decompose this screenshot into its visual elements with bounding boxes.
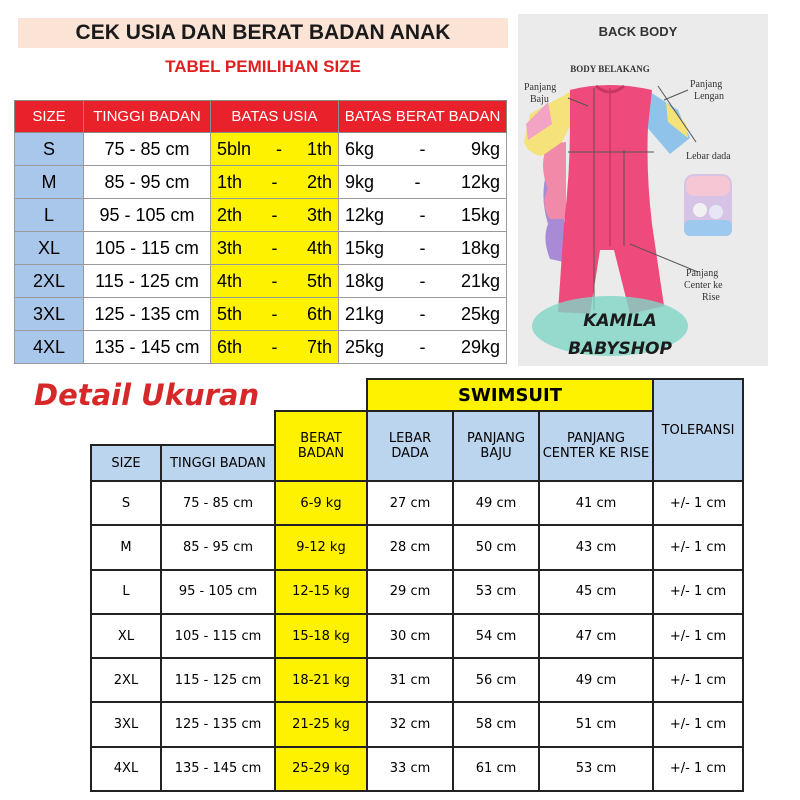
col-header-weight: BATAS BERAT BADAN — [339, 101, 507, 133]
col-header-length — [453, 411, 539, 481]
age-cell — [211, 265, 339, 298]
detail-table-row — [91, 614, 743, 658]
detail-rise-cell: 45 cm — [539, 570, 653, 614]
detail-length-cell: 58 cm — [453, 702, 539, 746]
weight-to: 9kg — [470, 138, 500, 159]
age-from: 3th — [217, 237, 243, 258]
swimsuit-illustration — [518, 14, 768, 366]
height-cell: 135 - 145 cm — [84, 331, 211, 364]
detail-rise-cell: 41 cm — [539, 481, 653, 525]
size-cell: S — [15, 133, 84, 166]
detail-height-cell: 115 - 125 cm — [161, 658, 275, 702]
weight-from: 6kg — [345, 138, 375, 159]
detail-chest-cell: 28 cm — [367, 525, 453, 569]
detail-table-row — [91, 525, 743, 569]
detail-chest-cell: 30 cm — [367, 614, 453, 658]
age-sep: - — [271, 303, 278, 324]
label-panjang-center-3: Rise — [702, 292, 720, 303]
diagram-caption: BODY BELAKANG — [570, 64, 650, 74]
rise-header-line-2: CENTER KE RISE — [542, 446, 650, 461]
weight-to: 21kg — [460, 270, 500, 291]
weight-sep: - — [419, 138, 426, 159]
size-table-header-row — [15, 101, 507, 133]
detail-size-cell: L — [91, 570, 161, 614]
age-sep: - — [271, 336, 278, 357]
weight-to: 12kg — [460, 171, 500, 192]
age-cell — [211, 166, 339, 199]
col-header-chest — [367, 411, 453, 481]
detail-length-cell: 49 cm — [453, 481, 539, 525]
weight-to: 15kg — [460, 204, 500, 225]
detail-tolerance-cell: +/- 1 cm — [653, 481, 743, 525]
age-cell — [211, 298, 339, 331]
height-cell: 85 - 95 cm — [84, 166, 211, 199]
detail-weight-cell: 25-29 kg — [275, 747, 367, 791]
label-panjang-center-1: Panjang — [686, 268, 719, 279]
size-cell: 4XL — [15, 331, 84, 364]
weight-cell — [339, 232, 507, 265]
age-from: 5th — [217, 303, 243, 324]
label-panjang-baju-1: Panjang — [524, 82, 557, 93]
detail-size-cell: 3XL — [91, 702, 161, 746]
brand-line-2: BABYSHOP — [568, 339, 672, 359]
age-from: 5bln — [217, 138, 252, 159]
weight-to: 29kg — [460, 336, 500, 357]
detail-height-cell: 135 - 145 cm — [161, 747, 275, 791]
chest-header-line-1: LEBAR — [388, 431, 432, 446]
detail-size-cell: 4XL — [91, 747, 161, 791]
weight-cell — [339, 166, 507, 199]
detail-size-cell: XL — [91, 614, 161, 658]
col-header-height: TINGGI BADAN — [84, 101, 211, 133]
size-cell: 3XL — [15, 298, 84, 331]
weight-cell — [339, 331, 507, 364]
size-table-row — [15, 199, 507, 232]
col-header-age: BATAS USIA — [211, 101, 339, 133]
detail-weight-cell: 21-25 kg — [275, 702, 367, 746]
age-cell — [211, 331, 339, 364]
size-table-row — [15, 133, 507, 166]
weight-header-line-1: BERAT — [300, 431, 342, 446]
age-to: 6th — [306, 303, 332, 324]
size-table-row — [15, 331, 507, 364]
weight-from: 25kg — [345, 336, 385, 357]
detail-length-cell: 56 cm — [453, 658, 539, 702]
detail-tolerance-cell: +/- 1 cm — [653, 570, 743, 614]
age-cell — [211, 199, 339, 232]
height-cell: 115 - 125 cm — [84, 265, 211, 298]
weight-sep: - — [419, 336, 426, 357]
age-to: 2th — [306, 171, 332, 192]
size-selection-table — [14, 100, 507, 364]
weight-cell — [339, 133, 507, 166]
diagram-heading: BACK BODY — [598, 24, 678, 39]
detail-tolerance-cell: +/- 1 cm — [653, 614, 743, 658]
weight-to: 25kg — [460, 303, 500, 324]
age-cell — [211, 133, 339, 166]
pocket-detail-picture — [684, 174, 732, 236]
detail-table-row — [91, 570, 743, 614]
detail-weight-cell: 12-15 kg — [275, 570, 367, 614]
detail-length-cell: 61 cm — [453, 747, 539, 791]
detail-weight-cell: 6-9 kg — [275, 481, 367, 525]
detail-table-row — [91, 481, 743, 525]
detail-height-cell: 105 - 115 cm — [161, 614, 275, 658]
size-cell: L — [15, 199, 84, 232]
detail-height-cell: 75 - 85 cm — [161, 481, 275, 525]
age-sep: - — [271, 270, 278, 291]
brand-line-1: KAMILA — [583, 311, 657, 331]
height-cell: 75 - 85 cm — [84, 133, 211, 166]
age-sep: - — [271, 171, 278, 192]
rise-header-line-1: PANJANG — [567, 431, 625, 446]
size-table-row — [15, 232, 507, 265]
page-title: CEK USIA DAN BERAT BADAN ANAK — [18, 18, 508, 48]
detail-length-cell: 53 cm — [453, 570, 539, 614]
height-cell: 125 - 135 cm — [84, 298, 211, 331]
size-table-row — [15, 265, 507, 298]
age-to: 7th — [306, 336, 332, 357]
weight-sep: - — [419, 204, 426, 225]
chest-header-line-2: DADA — [391, 446, 429, 461]
label-lebar-dada: Lebar dada — [686, 151, 731, 162]
detail-chest-cell: 32 cm — [367, 702, 453, 746]
weight-from: 12kg — [345, 204, 385, 225]
size-cell: M — [15, 166, 84, 199]
page-subtitle: TABEL PEMILIHAN SIZE — [165, 57, 361, 76]
age-cell — [211, 232, 339, 265]
age-sep: - — [271, 237, 278, 258]
detail-table-row — [91, 658, 743, 702]
age-to: 1th — [306, 138, 332, 159]
age-to: 5th — [306, 270, 332, 291]
detail-size-cell: M — [91, 525, 161, 569]
weight-sep: - — [419, 303, 426, 324]
height-cell: 95 - 105 cm — [84, 199, 211, 232]
col-header-height-detail: TINGGI BADAN — [161, 445, 275, 481]
detail-tolerance-cell: +/- 1 cm — [653, 747, 743, 791]
size-table-row — [15, 166, 507, 199]
length-header-line-2: BAJU — [480, 446, 512, 461]
weight-from: 15kg — [345, 237, 385, 258]
age-sep: - — [271, 204, 278, 225]
swimsuit-group-header: SWIMSUIT — [367, 379, 653, 411]
detail-chest-cell: 29 cm — [367, 570, 453, 614]
weight-from: 18kg — [345, 270, 385, 291]
length-header-line-1: PANJANG — [467, 431, 525, 446]
detail-height-cell: 95 - 105 cm — [161, 570, 275, 614]
label-panjang-baju-2: Baju — [530, 94, 549, 105]
detail-rise-cell: 47 cm — [539, 614, 653, 658]
col-header-size: SIZE — [15, 101, 84, 133]
age-from: 1th — [217, 171, 243, 192]
weight-sep: - — [414, 171, 421, 192]
age-from: 2th — [217, 204, 243, 225]
detail-chest-cell: 27 cm — [367, 481, 453, 525]
detail-title: Detail Ukuran — [34, 378, 260, 412]
age-sep: - — [276, 138, 282, 159]
size-cell: XL — [15, 232, 84, 265]
col-header-rise — [539, 411, 653, 481]
detail-table-row — [91, 747, 743, 791]
age-from: 4th — [217, 270, 243, 291]
weight-sep: - — [419, 270, 426, 291]
detail-rise-cell: 43 cm — [539, 525, 653, 569]
weight-to: 18kg — [460, 237, 500, 258]
detail-chest-cell: 31 cm — [367, 658, 453, 702]
detail-weight-cell: 15-18 kg — [275, 614, 367, 658]
suit-body-shape — [558, 85, 664, 314]
col-header-weight-detail — [275, 411, 367, 481]
detail-height-cell: 85 - 95 cm — [161, 525, 275, 569]
detail-tolerance-cell: +/- 1 cm — [653, 702, 743, 746]
detail-rise-cell: 53 cm — [539, 747, 653, 791]
weight-sep: - — [419, 237, 426, 258]
detail-weight-cell: 18-21 kg — [275, 658, 367, 702]
weight-cell — [339, 265, 507, 298]
col-header-size-detail: SIZE — [91, 445, 161, 481]
detail-chest-cell: 33 cm — [367, 747, 453, 791]
brand-logo — [532, 296, 688, 359]
weight-from: 9kg — [345, 171, 375, 192]
detail-size-table — [90, 378, 744, 792]
detail-height-cell: 125 - 135 cm — [161, 702, 275, 746]
detail-tolerance-cell: +/- 1 cm — [653, 525, 743, 569]
detail-length-cell: 54 cm — [453, 614, 539, 658]
age-to: 4th — [306, 237, 332, 258]
weight-cell — [339, 298, 507, 331]
detail-rise-cell: 51 cm — [539, 702, 653, 746]
detail-weight-cell: 9-12 kg — [275, 525, 367, 569]
back-body-diagram — [518, 14, 768, 366]
weight-header-line-2: BADAN — [297, 446, 345, 461]
col-header-tolerance: TOLERANSI — [653, 379, 743, 481]
size-cell: 2XL — [15, 265, 84, 298]
size-table-row — [15, 298, 507, 331]
age-from: 6th — [217, 336, 243, 357]
weight-cell — [339, 199, 507, 232]
detail-table-row — [91, 702, 743, 746]
label-panjang-center-2: Center ke — [684, 280, 723, 291]
detail-rise-cell: 49 cm — [539, 658, 653, 702]
detail-length-cell: 50 cm — [453, 525, 539, 569]
detail-size-cell: 2XL — [91, 658, 161, 702]
detail-size-cell: S — [91, 481, 161, 525]
ruffle-shape — [543, 142, 566, 262]
height-cell: 105 - 115 cm — [84, 232, 211, 265]
weight-from: 21kg — [345, 303, 385, 324]
label-panjang-lengan-1: Panjang — [690, 79, 723, 90]
age-to: 3th — [306, 204, 332, 225]
label-panjang-lengan-2: Lengan — [694, 91, 724, 102]
detail-tolerance-cell: +/- 1 cm — [653, 658, 743, 702]
